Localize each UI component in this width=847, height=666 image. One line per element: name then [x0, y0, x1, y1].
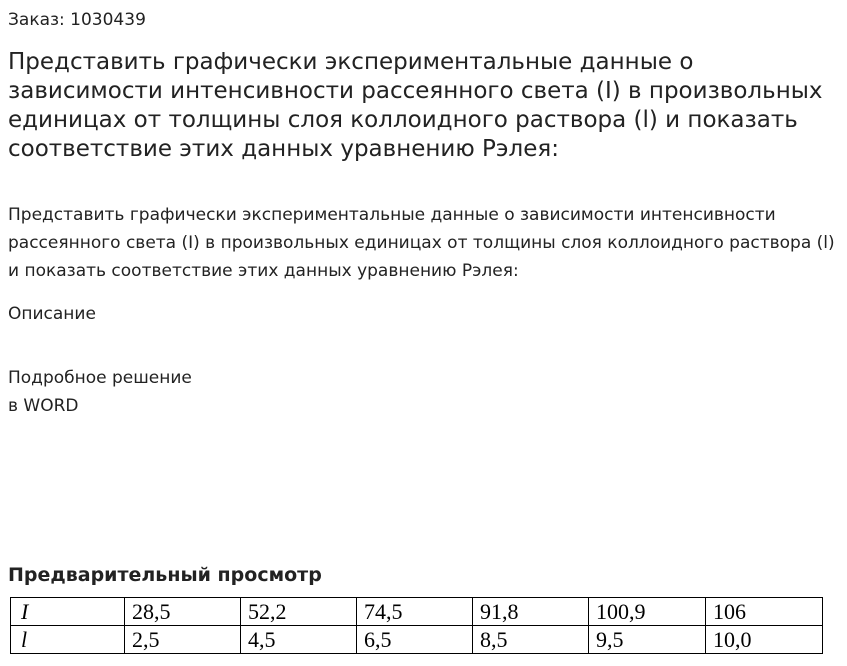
- table-row-header: l: [11, 626, 125, 654]
- solution-info: [8, 364, 192, 420]
- table-row-header: I: [11, 598, 125, 626]
- table-row: [11, 598, 823, 626]
- table-row: [11, 626, 823, 654]
- task-description: Представить графически экспериментальные данные о зависимости интенсивности рассеянного света (I) в произвольных единицах от толщины слоя коллоидного раствора (l) и показать соответствие этих данных уравнению Рэлея:: [8, 205, 835, 281]
- solution-line-1: Подробное решение: [8, 368, 192, 388]
- table-cell: 106: [706, 598, 823, 626]
- table-cell: 6,5: [357, 626, 473, 654]
- table-cell: 10,0: [706, 626, 823, 654]
- preview-heading: Предварительный просмотр: [8, 564, 322, 586]
- table-cell: 2,5: [125, 626, 241, 654]
- table-cell: 4,5: [241, 626, 357, 654]
- table-cell: 52,2: [241, 598, 357, 626]
- table-cell: 9,5: [589, 626, 706, 654]
- table-cell: 91,8: [473, 598, 589, 626]
- solution-line-2: в WORD: [8, 396, 79, 416]
- description-label: Описание: [8, 304, 96, 324]
- preview-data-table: [10, 597, 823, 654]
- order-number: Заказ: 1030439: [8, 10, 146, 30]
- table-cell: 28,5: [125, 598, 241, 626]
- table-cell: 100,9: [589, 598, 706, 626]
- page-title: Представить графически экспериментальные данные о зависимости интенсивности рассеянного света (I) в произвольных единицах от толщины слоя коллоидного раствора (l) и показать соответствие этих данных уравнению Рэлея:: [8, 49, 823, 162]
- table-cell: 8,5: [473, 626, 589, 654]
- table-cell: 74,5: [357, 598, 473, 626]
